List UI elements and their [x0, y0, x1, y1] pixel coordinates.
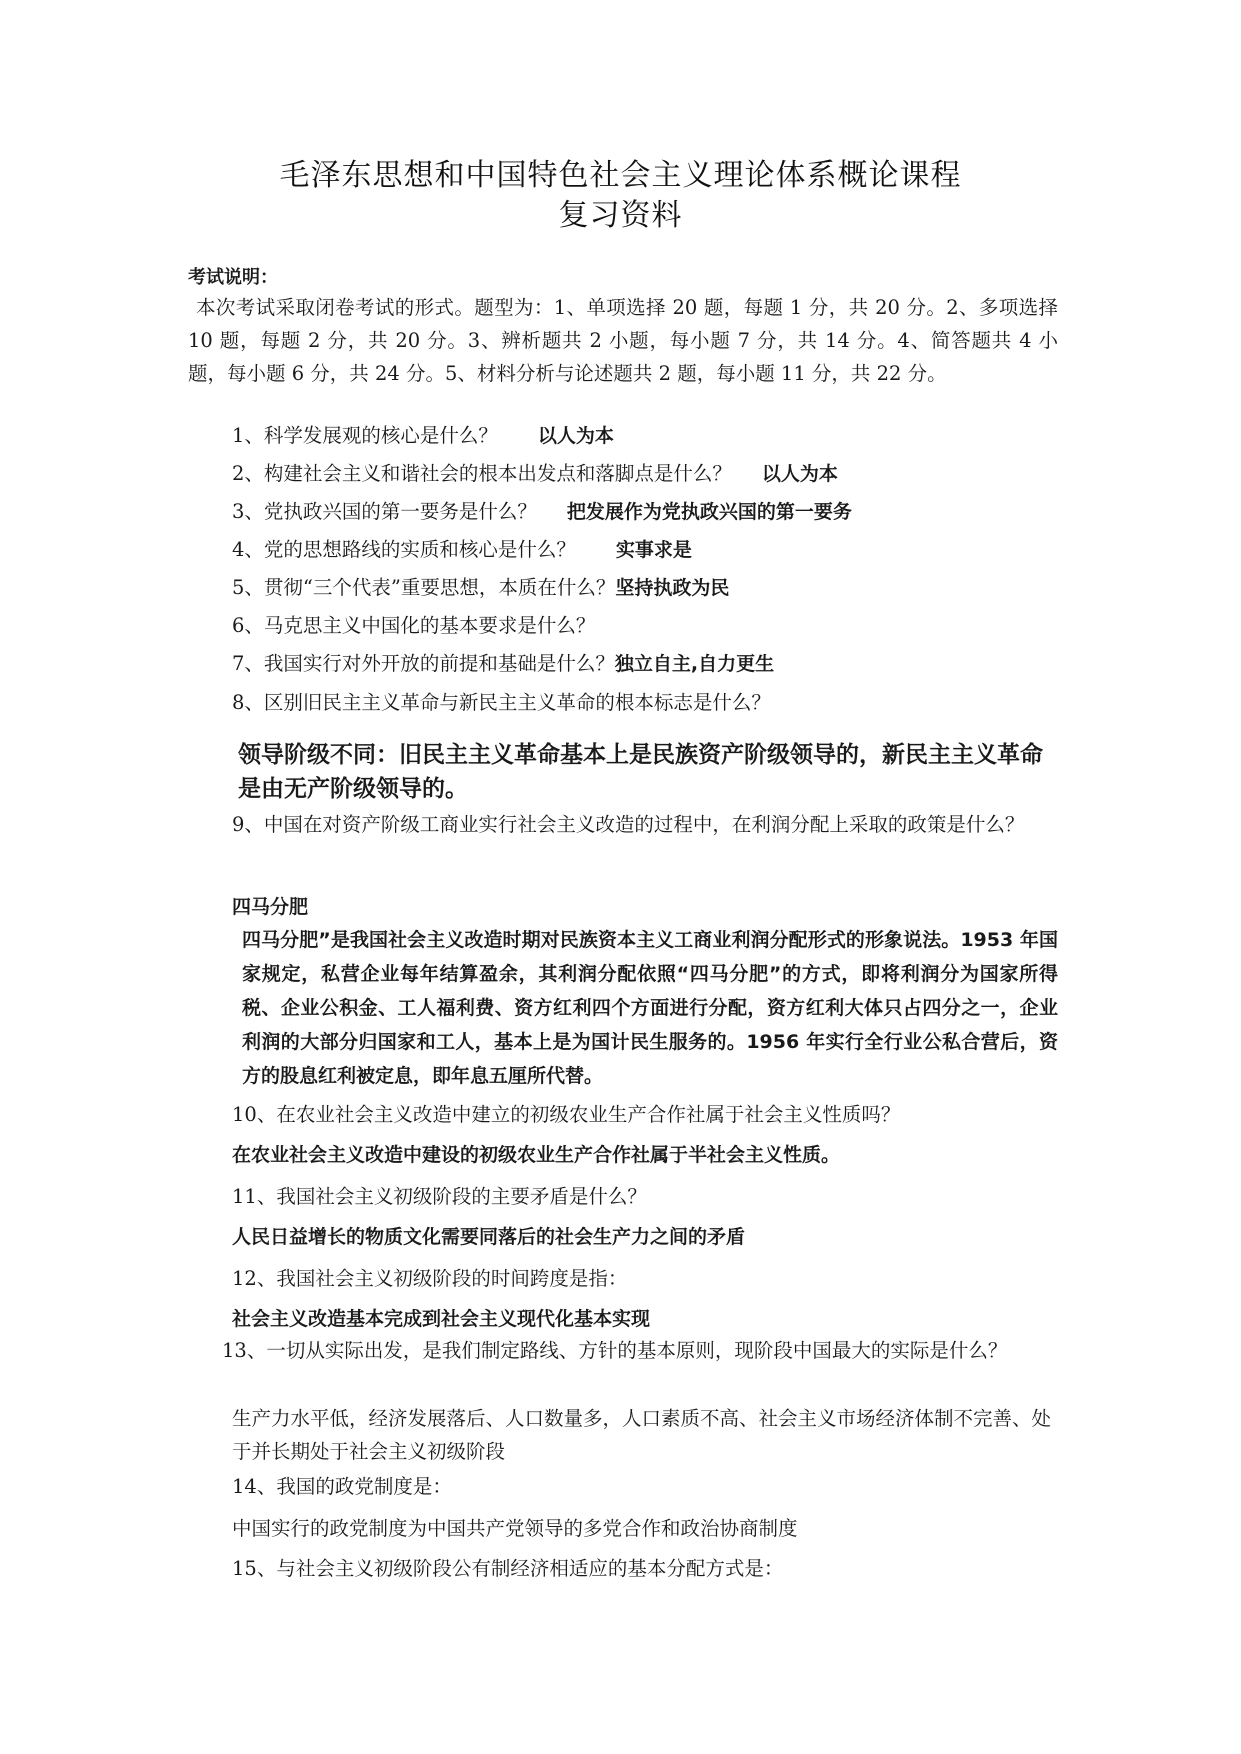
answer-13: 生产力水平低，经济发展落后、人口数量多，人口素质不高、社会主义市场经济体制不完善、处于并长期处于社会主义初级阶段: [232, 1407, 1052, 1463]
question-text: 12、我国社会主义初级阶段的时间跨度是指：: [232, 1267, 628, 1290]
answer-text: 坚持执政为民: [615, 577, 730, 599]
question-13: 13、一切从实际出发，是我们制定路线、方针的基本原则，现阶段中国最大的实际是什么？: [222, 1339, 1008, 1362]
document-subtitle: 复习资料: [558, 198, 683, 233]
answer-text: 把发展作为党执政兴国的第一要务: [566, 501, 852, 523]
question-7: [232, 647, 774, 681]
exam-instructions-heading: 考试说明：: [188, 267, 278, 288]
answer-text: 独立自主,自力更生: [614, 653, 775, 675]
answer-text: 以人为本: [761, 463, 838, 485]
question-12: [232, 1262, 627, 1295]
question-text: 8、区别旧民主主义革命与新民主主义革命的根本标志是什么？: [232, 691, 771, 714]
answer-text: 以人为本: [537, 425, 614, 447]
question-10: [232, 1098, 900, 1131]
question-4: [232, 533, 692, 567]
question-text: 2、构建社会主义和谐社会的根本出发点和落脚点是什么？: [232, 462, 732, 485]
question-text: 11、我国社会主义初级阶段的主要矛盾是什么？: [232, 1185, 647, 1208]
question-text: 6、马克思主义中国化的基本要求是什么？: [232, 614, 596, 637]
question-6: [232, 609, 595, 642]
exam-instructions-body: 本次考试采取闭卷考试的形式。题型为：1、单项选择 20 题，每题 1 分，共 20 分。2、多项选择 10 题，每题 2 分，共 20 分。3、辨析题共 2 小题，每小题 7 分，共 14 分。4、简答题共 4 小题，每小题 6 分，共 24 分。5、材料分析与论述题共 2 题，每小题 11 分，共 22 分。: [188, 296, 1058, 385]
answer-11: 人民日益增长的物质文化需要同落后的社会生产力之间的矛盾: [232, 1226, 746, 1248]
document-title: 毛泽东思想和中国特色社会主义理论体系概论课程: [279, 158, 962, 193]
question-text: 14、我国的政党制度是：: [232, 1475, 452, 1498]
question-text: 4、党的思想路线的实质和核心是什么？: [232, 538, 576, 561]
question-3: [232, 495, 852, 529]
question-15: [232, 1552, 783, 1585]
answer-14: 中国实行的政党制度为中国共产党领导的多党合作和政治协商制度: [232, 1517, 798, 1540]
question-text: 7、我国实行对外开放的前提和基础是什么？: [232, 652, 615, 675]
question-2: [232, 457, 838, 491]
question-text: 15、与社会主义初级阶段公有制经济相适应的基本分配方式是：: [232, 1557, 784, 1580]
question-5: [232, 571, 729, 605]
question-9: 9、中国在对资产阶级工商业实行社会主义改造的过程中，在利润分配上采取的政策是什么？: [232, 813, 1025, 836]
question-8: [232, 686, 771, 719]
question-text: 3、党执政兴国的第一要务是什么？: [232, 500, 537, 523]
answer-8: 领导阶级不同：旧民主主义革命基本上是民族资产阶级领导的，新民主主义革命是由无产阶级领导的。: [238, 742, 1043, 802]
question-14: [232, 1470, 452, 1503]
answer-9-title: 四马分肥: [232, 896, 309, 918]
answer-text: 实事求是: [615, 539, 692, 561]
answer-9-body: 四马分肥”是我国社会主义改造时期对民族资本主义工商业利润分配形式的形象说法。1953 年国家规定，私营企业每年结算盈余，其利润分配依照“四马分肥”的方式，即将利润分为国家所得税、企业公积金、工人福利费、资方红利四个方面进行分配，资方红利大体只占四分之一，企业利润的大部分归国家和工人，基本上是为国计民生服务的。1956 年实行全行业公私合营后，资方的股息红利被定息，即年息五厘所代替。: [242, 929, 1058, 1087]
question-text: 5、贯彻“三个代表”重要思想，本质在什么？: [232, 576, 616, 599]
question-1: [232, 419, 614, 453]
question-text: 1、科学发展观的核心是什么？: [232, 424, 498, 447]
question-11: [232, 1180, 647, 1213]
answer-12: 社会主义改造基本完成到社会主义现代化基本实现: [232, 1308, 651, 1330]
question-text: 10、在农业社会主义改造中建立的初级农业生产合作社属于社会主义性质吗？: [232, 1103, 901, 1126]
answer-10: 在农业社会主义改造中建设的初级农业生产合作社属于半社会主义性质。: [232, 1144, 841, 1166]
